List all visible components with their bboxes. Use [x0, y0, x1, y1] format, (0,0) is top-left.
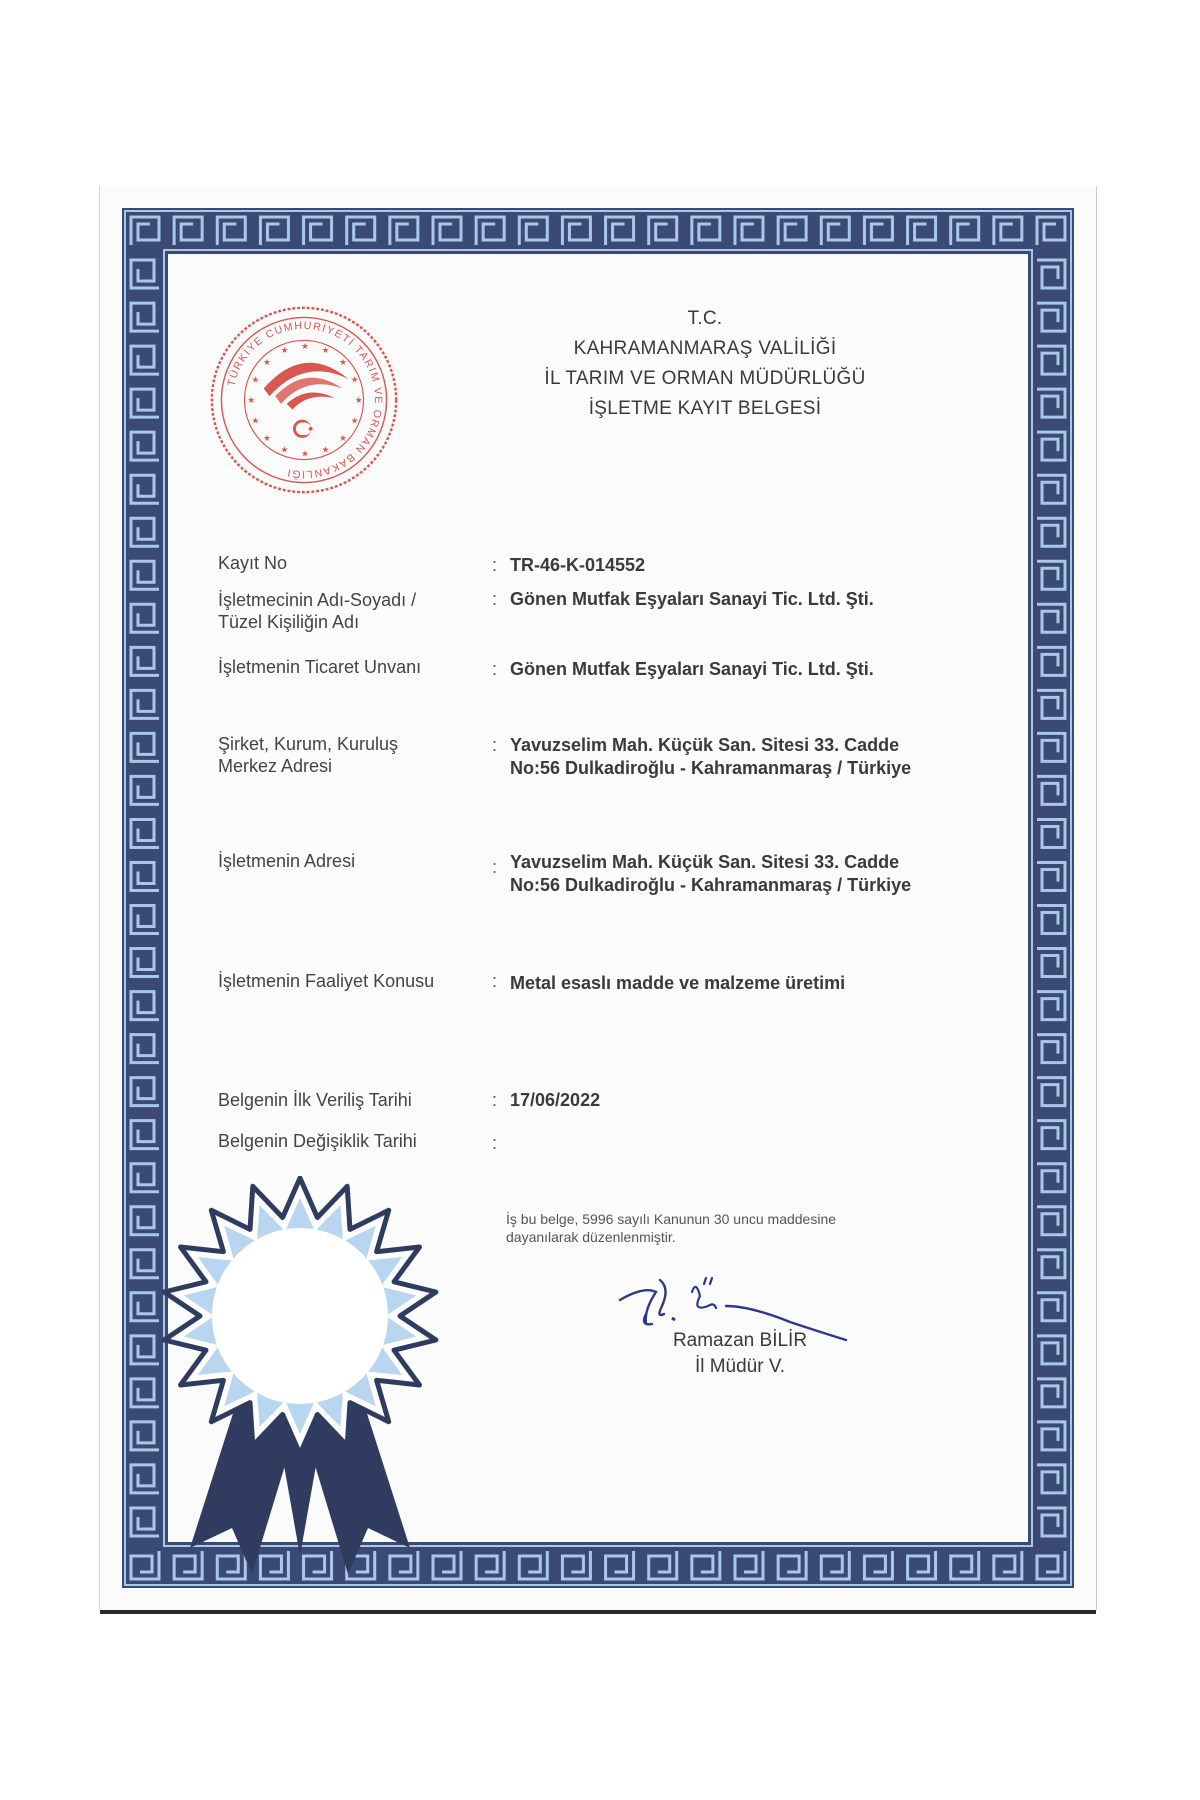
award-rosette-icon — [150, 1176, 450, 1576]
svg-text:★: ★ — [339, 433, 347, 444]
field-value-registration-no: TR-46-K-014552 — [510, 555, 646, 575]
field-colon: : — [492, 589, 498, 609]
svg-text:★: ★ — [251, 416, 260, 427]
header-tc: T.C. — [687, 308, 723, 329]
field-value-hq-address-2: No:56 Dulkadiroğlu - Kahramanmaraş / Türkiye — [510, 758, 912, 778]
svg-text:★: ★ — [263, 433, 271, 444]
header-directorate: İL TARIM VE ORMAN MÜDÜRLÜĞÜ — [544, 368, 866, 389]
field-colon: : — [492, 1090, 498, 1110]
field-label-operator-name-2: Tüzel Kişiliğin Adı — [218, 612, 360, 632]
svg-text:★: ★ — [301, 342, 309, 353]
svg-text:★: ★ — [280, 346, 289, 357]
svg-text:★: ★ — [350, 416, 359, 427]
field-value-activity: Metal esaslı madde ve malzeme üretimi — [510, 973, 846, 993]
legal-note — [506, 1210, 926, 1246]
signer-block — [640, 1328, 840, 1380]
svg-text:★: ★ — [321, 445, 330, 456]
signer-title: İl Müdür V. — [694, 1356, 786, 1377]
field-value-operator-name: Gönen Mutfak Eşyaları Sanayi Tic. Ltd. Şti. — [510, 589, 874, 609]
header-document-title: İŞLETME KAYIT BELGESİ — [588, 398, 822, 419]
svg-text:★: ★ — [339, 357, 347, 368]
legal-note-line: İş bu belge, 5996 sayılı Kanunun 30 uncu maddesine — [506, 1211, 837, 1227]
field-colon: : — [492, 735, 498, 755]
field-label-business-address: İşletmenin Adresi — [218, 851, 356, 871]
certificate-sheet — [100, 186, 1096, 1610]
svg-text:★: ★ — [301, 449, 309, 460]
field-colon: : — [492, 857, 498, 877]
field-label-hq-address: Şirket, Kurum, Kuruluş — [218, 734, 399, 754]
field-value-business-address-2: No:56 Dulkadiroğlu - Kahramanmaraş / Türkiye — [510, 875, 912, 895]
field-label-activity: İşletmenin Faaliyet Konusu — [218, 971, 435, 991]
svg-text:★: ★ — [321, 346, 330, 357]
field-colon: : — [492, 971, 498, 991]
field-value-business-address: Yavuzselim Mah. Küçük San. Sitesi 33. Cadde — [510, 852, 900, 872]
svg-text:★: ★ — [354, 395, 363, 406]
legal-note-line: dayanılarak düzenlenmiştir. — [506, 1229, 676, 1245]
field-colon: : — [492, 659, 498, 679]
svg-text:★: ★ — [350, 375, 359, 386]
svg-text:★: ★ — [280, 445, 289, 456]
field-label-trade-name: İşletmenin Ticaret Unvanı — [218, 657, 422, 677]
field-label-hq-address-2: Merkez Adresi — [218, 756, 333, 776]
issuer-header — [480, 304, 930, 424]
svg-text:★: ★ — [263, 357, 271, 368]
field-value-issue-date: 17/06/2022 — [510, 1090, 601, 1110]
field-label-operator-name: İşletmecinin Adı-Soyadı / — [218, 590, 417, 610]
field-label-registration-no: Kayıt No — [218, 553, 288, 573]
field-value-hq-address: Yavuzselim Mah. Küçük San. Sitesi 33. Cadde — [510, 735, 900, 755]
svg-text:★: ★ — [247, 395, 256, 406]
field-value-trade-name: Gönen Mutfak Eşyaları Sanayi Tic. Ltd. Şti. — [510, 659, 874, 679]
signer-name: Ramazan BİLİR — [672, 1330, 808, 1351]
field-label-issue-date: Belgenin İlk Veriliş Tarihi — [218, 1090, 412, 1110]
field-colon: : — [492, 1133, 498, 1153]
header-governorship: KAHRAMANMARAŞ VALİLİĞİ — [573, 338, 837, 359]
ministry-seal-logo — [208, 304, 400, 496]
field-colon: : — [492, 555, 498, 575]
svg-text:★: ★ — [251, 375, 260, 386]
field-label-change-date: Belgenin Değişiklik Tarihi — [218, 1131, 417, 1151]
svg-text:TÜRKİYE CUMHURİYETİ TARIM VE O: TÜRKİYE CUMHURİYETİ TARIM VE ORMAN BAKANLIĞI — [225, 319, 385, 481]
